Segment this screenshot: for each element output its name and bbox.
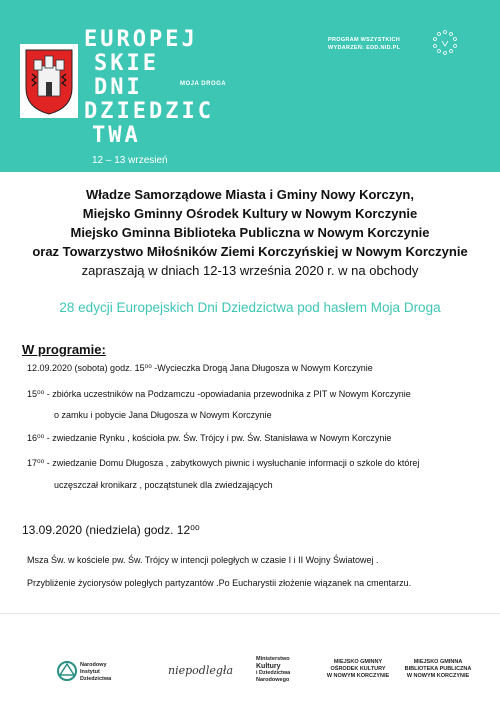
day2-heading: 13.09.2020 (niedziela) godz. 12⁰⁰ (22, 523, 200, 537)
program-info-line-1: PROGRAM WSZYSTKICH (328, 37, 401, 43)
event-dates: 12 – 13 wrzesień (92, 155, 168, 166)
title-line-2: SKIE (94, 51, 159, 76)
mgbp-line-1: MIEJSKO GMINNA (413, 659, 463, 665)
nid-line-2: Instytut (80, 669, 100, 675)
mgok-line-2: OŚRODEK KULTURY (330, 666, 386, 672)
intro-line-1: Władze Samorządowe Miasta i Gminy Nowy Korczyn, (86, 187, 414, 202)
mgok-line-1: MIEJSKO GMINNY (333, 659, 383, 665)
program-item: 15⁰⁰ - zbiórka uczestników na Podzamczu -opowiadania przewodnika z PIT w Nowym Korczynie (27, 389, 411, 399)
mgbp-logo (398, 659, 478, 680)
header-banner (0, 0, 500, 172)
event-title: 28 edycji Europejskich Dni Dziedzictwa pod hasłem Moja Droga (59, 300, 441, 315)
ministry-line-3: i Dziedzictwa (256, 670, 291, 676)
day2-line-1: Msza Św. w kościele pw. Św. Trójcy w intencji poległych w czasie I i II Wojny Światowej . (27, 555, 379, 565)
intro-line-2: Miejsko Gminny Ośrodek Kultury w Nowym Korczynie (82, 206, 418, 221)
title-line-4: DZIEDZIC (84, 99, 214, 124)
sponsor-footer (0, 613, 500, 704)
niepodlegla-logo: niepodległa (168, 664, 234, 677)
title-line-5: TWA (92, 123, 141, 148)
tagline: MOJA DROGA (180, 81, 227, 87)
mgbp-line-2: BIBLIOTEKA PUBLICZNA (404, 666, 472, 672)
event-logo-title (84, 28, 234, 148)
program-info-line-2: WYDARZEŃ: EDD.NID.PL (328, 45, 401, 51)
program-item: 12.09.2020 (sobota) godz. 15⁰⁰ -Wycieczka Drogą Jana Długosza w Nowym Korczynie (27, 363, 373, 373)
mgok-line-3: W NOWYM KORCZYNIE (326, 673, 390, 679)
ministry-line-1: Ministerstwo (256, 656, 290, 662)
program-item: 16⁰⁰ - zwiedzanie Rynku , kościoła pw. Św. Trójcy i pw. Św. Stanisława w Nowym Korczynie (27, 433, 392, 443)
mgok-logo (323, 659, 393, 680)
title-line-1: EUROPEJ (84, 27, 198, 52)
intro-line-5: zapraszają w dniach 12-13 września 2020 r. w na obchody (81, 263, 419, 278)
ministry-line-4: Narodowego (256, 677, 290, 683)
nid-logo-icon (56, 660, 78, 682)
nid-logo-text (80, 662, 111, 683)
mgbp-line-3: W NOWYM KORCZYNIE (406, 673, 470, 679)
ministry-logo (256, 656, 290, 684)
program-heading: W programie: (22, 342, 106, 357)
program-item: 17⁰⁰ - zwiedzanie Domu Długosza , zabytkowych piwnic i wysłuchanie informacji o szkole do której (27, 458, 420, 468)
title-line-3: DNI (94, 75, 143, 100)
intro-paragraph (0, 185, 500, 280)
nid-line-3: Dziedzictwa (80, 676, 112, 682)
program-item: o zamku i pobycie Jana Długosza w Nowym Korczynie (54, 410, 272, 420)
eu-stars-icon (430, 28, 460, 58)
intro-line-4: oraz Towarzystwo Miłośników Ziemi Korczyńskiej w Nowym Korczynie (32, 244, 468, 259)
intro-line-3: Miejsko Gminna Biblioteka Publiczna w Nowym Korczynie (70, 225, 430, 240)
day2-line-2: Przybliżenie życiorysów poległych partyzantów .Po Eucharystii złożenie wiązanek na cmentarzu. (27, 578, 412, 588)
program-info (328, 36, 400, 52)
nid-line-1: Narodowy (80, 662, 107, 668)
program-item: uczęszczał kronikarz , początstunek dla zwiedzających (54, 480, 273, 490)
ministry-line-2: Kultury (256, 663, 281, 670)
town-crest-icon (20, 44, 78, 118)
